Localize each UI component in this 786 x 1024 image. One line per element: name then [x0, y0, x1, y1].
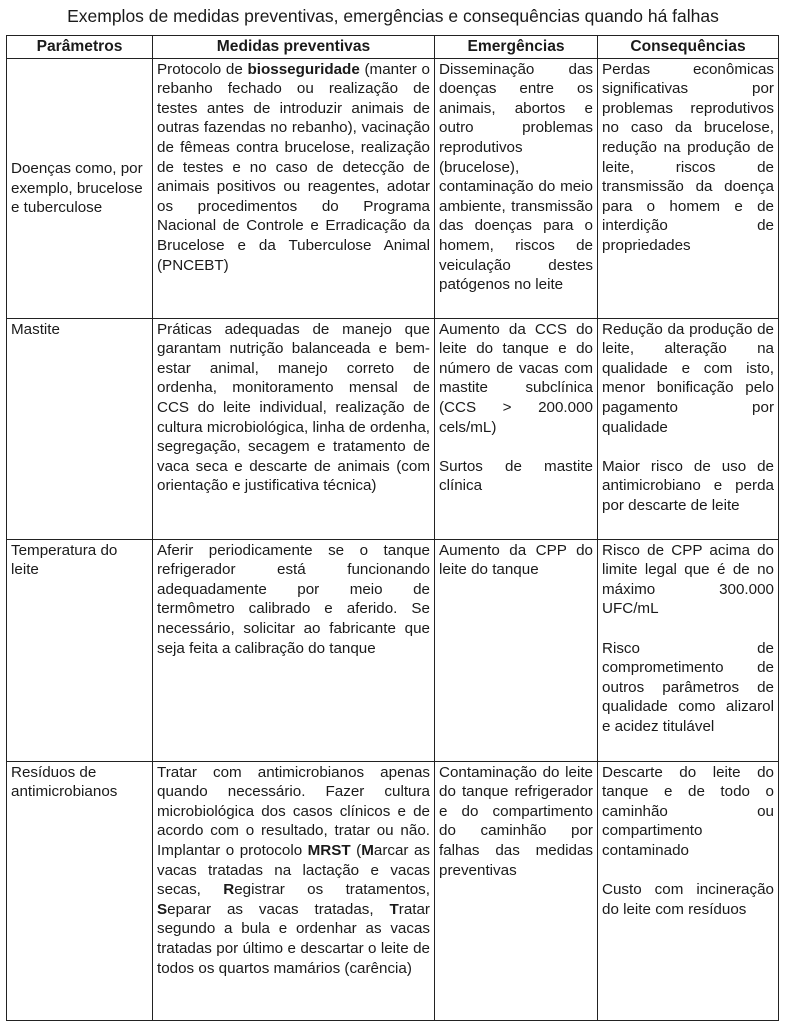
table-row: [7, 761, 779, 1020]
param-cell: Mastite: [7, 318, 153, 539]
table-row: [7, 539, 779, 761]
cons-cell: Redução da produção de leite, alteração na qualidade e com isto, menor bonificação pelo pagamento por qualidade Maior risco de uso de antimicrobiano e perda por descarte de leite: [598, 318, 779, 539]
param-cell: Temperatura do leite: [7, 539, 153, 761]
emerg-cell: Contaminação do leite do tanque refrigerador e do compartimento do caminhão por falhas das medidas preventivas: [435, 761, 598, 1020]
cons-cell: Descarte do leite do tanque e de todo o caminhão ou compartimento contaminado Custo com incineração do leite com resíduos: [598, 761, 779, 1020]
header-consequencias: Consequências: [598, 36, 779, 59]
prev-cell: Aferir periodicamente se o tanque refrigerador está funcionando adequadamente por meio de termômetro calibrado e aferido. Se necessário, solicitar ao fabricante que seja feita a calibração do tanque: [153, 539, 435, 761]
param-cell: Resíduos de antimicrobianos: [7, 761, 153, 1020]
page-title: Exemplos de medidas preventivas, emergências e consequências quando há falhas: [67, 6, 719, 26]
cons-cell: Perdas econômicas significativas por problemas reprodutivos no caso da brucelose, redução na produção de leite, riscos de transmissão da doença para o homem e de interdição de propriedades: [598, 58, 779, 318]
header-emergencias: Emergências: [435, 36, 598, 59]
cons-cell: Risco de CPP acima do limite legal que é de no máximo 300.000 UFC/mL Risco de comprometimento de outros parâmetros de qualidade como alizarol e acidez titulável: [598, 539, 779, 761]
table-row: [7, 58, 779, 318]
prev-cell: Tratar com antimicrobianos apenas quando necessário. Fazer cultura microbiológica dos casos clínicos e de acordo com o resultado, tratar ou não. Implantar o protocolo MRST (Marcar as vacas tratadas na lactação e vacas secas, Registrar os tratamentos, Separar as vacas tratadas, Tratar segundo a bula e ordenhar as vacas tratadas por último e descartar o leite de todos os quartos mamários (carência): [153, 761, 435, 1020]
emerg-cell: Aumento da CPP do leite do tanque: [435, 539, 598, 761]
prev-cell: Protocolo de biosseguridade (manter o rebanho fechado ou realização de testes antes de introduzir animais de outras fazendas no rebanho), vacinação de fêmeas contra brucelose, realização de testes e no caso de detecção de animais positivos ou reagentes, adotar os procedimentos do Programa Nacional de Controle e Erradicação da Brucelose e da Tuberculose Animal (PNCEBT): [153, 58, 435, 318]
header-parametros: Parâmetros: [7, 36, 153, 59]
prev-cell: Práticas adequadas de manejo que garantam nutrição balanceada e bem-estar animal, manejo correto de ordenha, monitoramento mensal de CCS do leite individual, realização de cultura microbiológica, linha de ordenha, segregação, secagem e tratamento de vaca seca e descarte de animais (com orientação e justificativa técnica): [153, 318, 435, 539]
header-medidas-preventivas: Medidas preventivas: [153, 36, 435, 59]
param-cell: Doenças como, por exemplo, brucelose e tuberculose: [7, 58, 153, 318]
table-header-row: [7, 36, 779, 59]
emerg-cell: Disseminação das doenças entre os animais, abortos e outro problemas reprodutivos (brucelose), contaminação do meio ambiente, transmissão das doenças para o homem, riscos de veiculação destes patógenos no leite: [435, 58, 598, 318]
measures-table: [6, 35, 779, 1021]
emerg-cell: Aumento da CCS do leite do tanque e do número de vacas com mastite subclínica (CCS > 200.000 cels/mL) Surtos de mastite clínica: [435, 318, 598, 539]
table-row: [7, 318, 779, 539]
